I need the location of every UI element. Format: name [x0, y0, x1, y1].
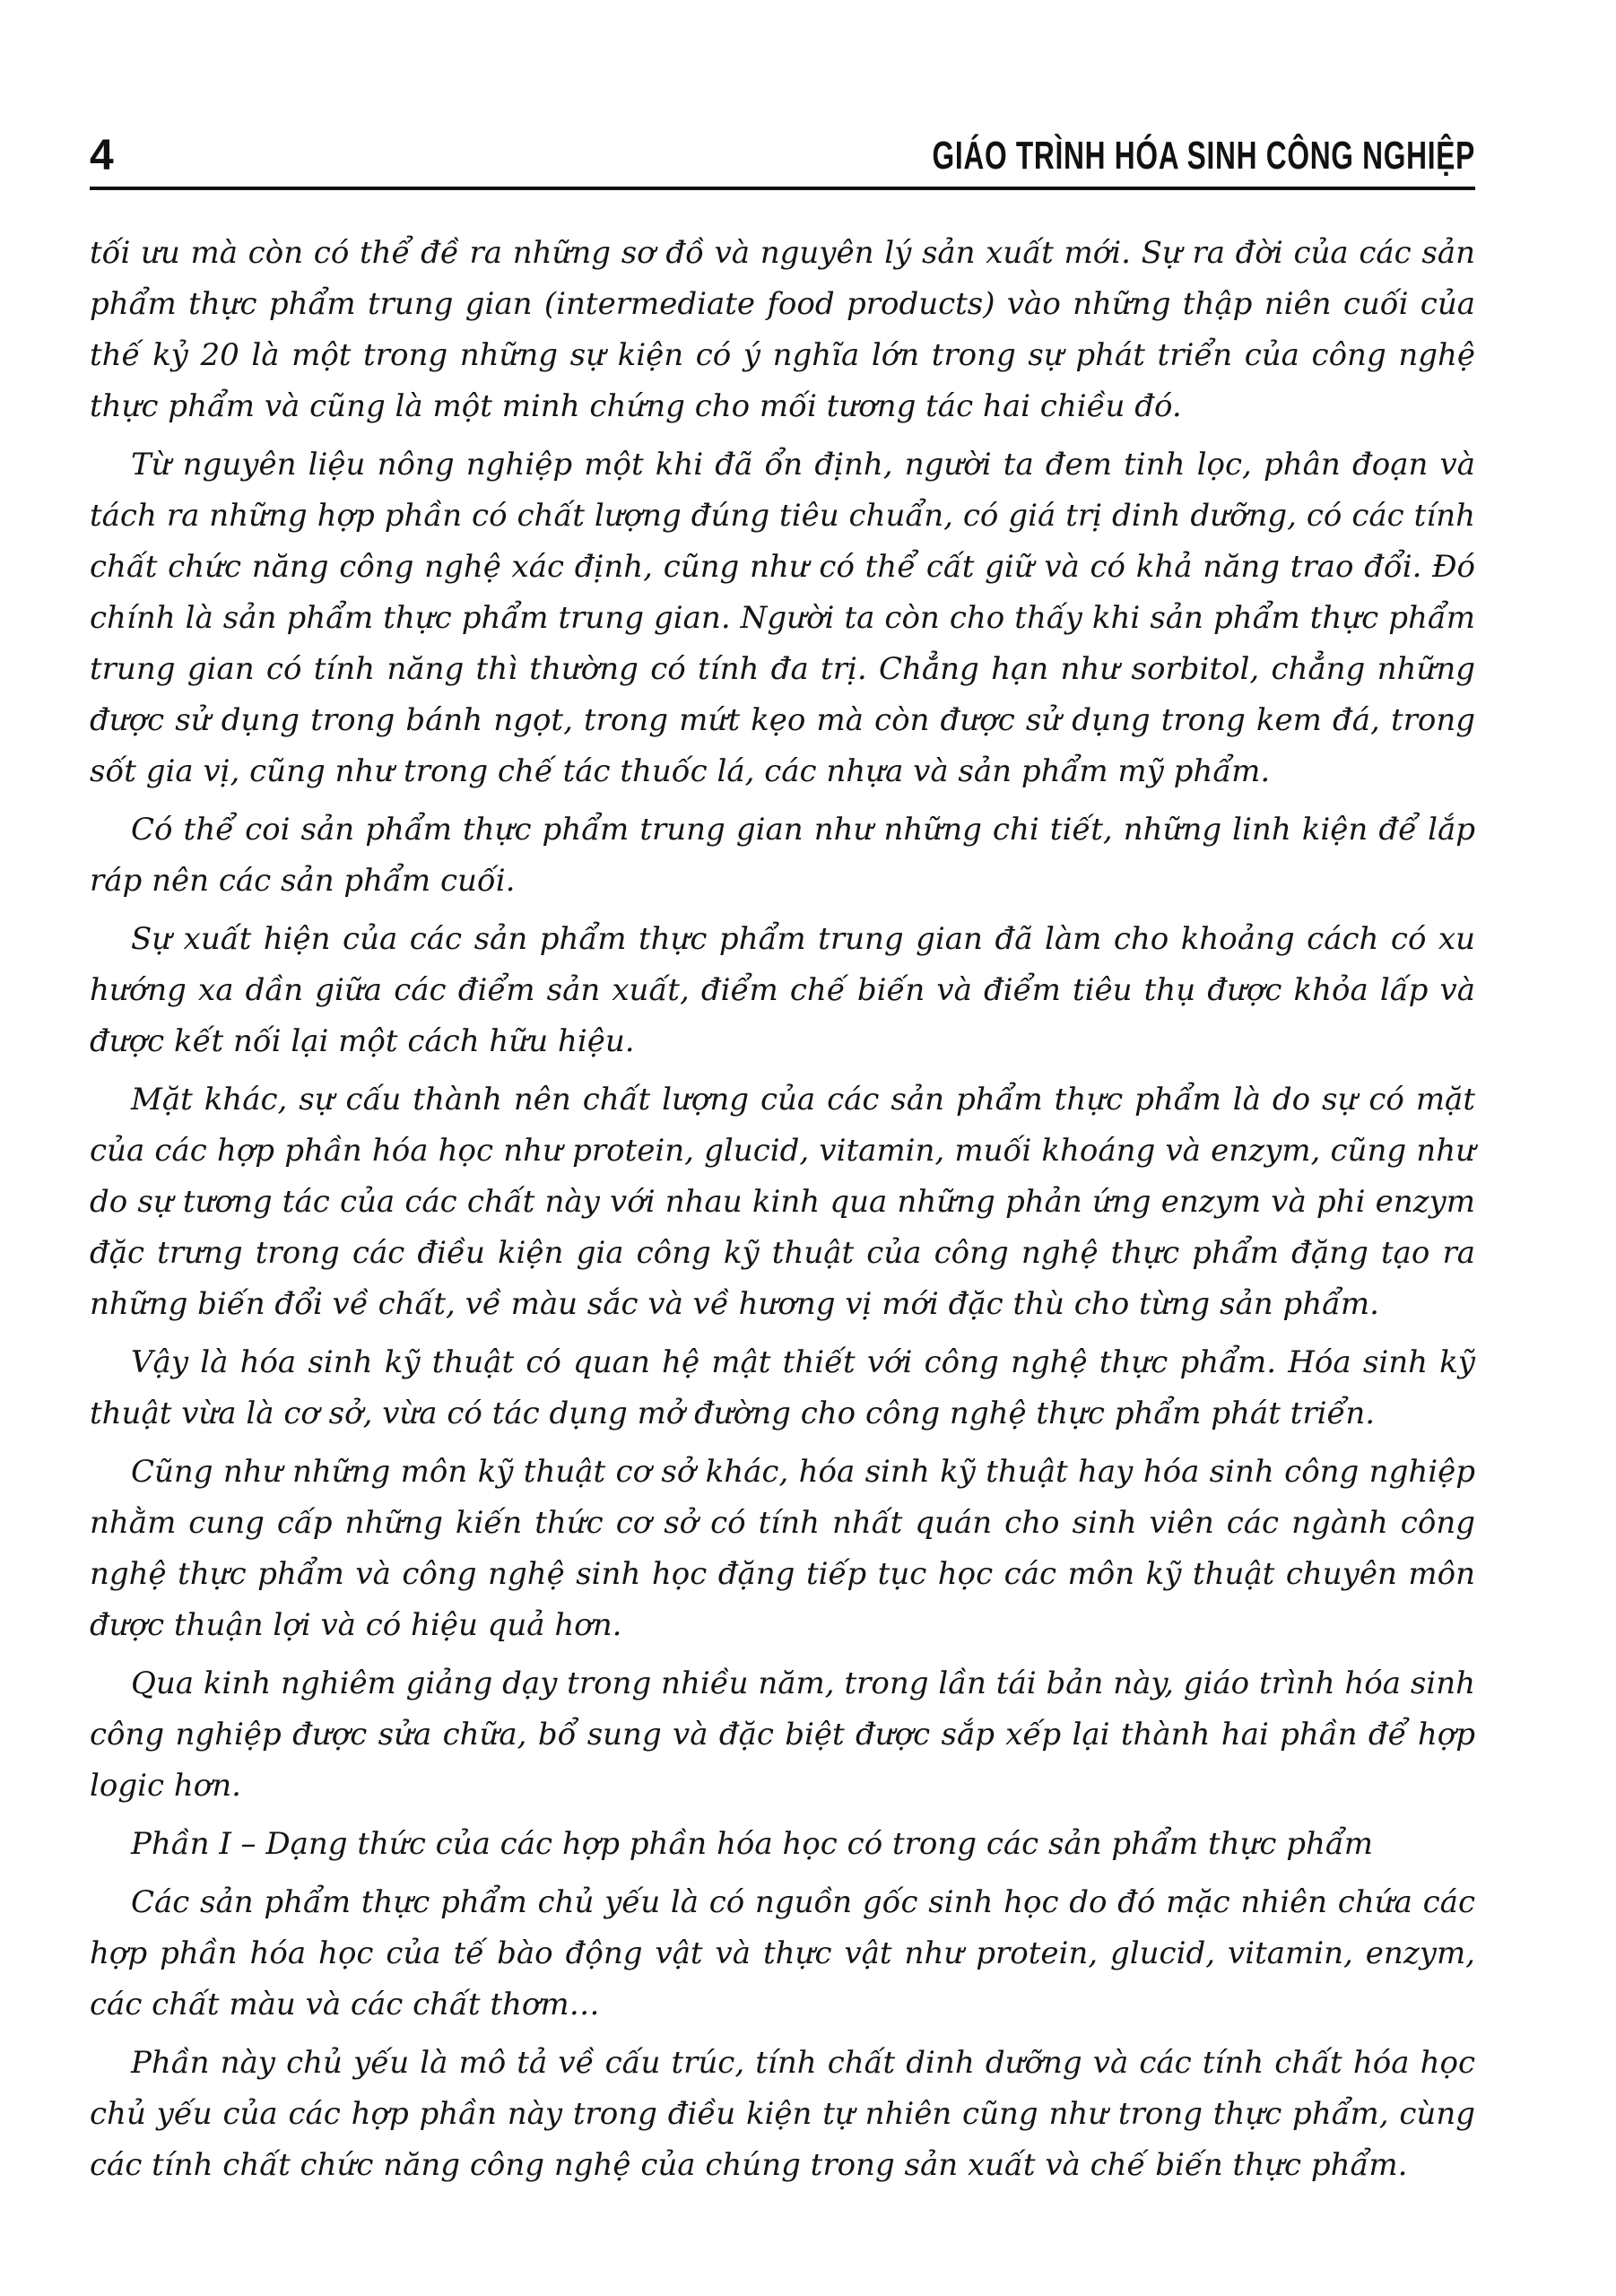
paragraph: Sự xuất hiện của các sản phẩm thực phẩm trung gian đã làm cho khoảng cách có xu hướng xa dần giữa các điểm sản xuất, điểm chế biến và điểm tiêu thụ được khỏa lấp và được kết nối lại một cách hữu hiệu.	[90, 921, 1475, 1059]
page-header	[90, 132, 1475, 179]
paragraph: Các sản phẩm thực phẩm chủ yếu là có nguồn gốc sinh học do đó mặc nhiên chứa các hợp phần hóa học của tế bào động vật và thực vật như protein, glucid, vitamin, enzym, các chất màu và các chất thơm…	[90, 1884, 1475, 2022]
paragraph: Có thể coi sản phẩm thực phẩm trung gian như những chi tiết, những linh kiện để lắp ráp nên các sản phẩm cuối.	[90, 812, 1475, 899]
part-heading: Phần I – Dạng thức của các hợp phần hóa học có trong các sản phẩm thực phẩm	[131, 1826, 1374, 1862]
paragraph: Cũng như những môn kỹ thuật cơ sở khác, hóa sinh kỹ thuật hay hóa sinh công nghiệp nhằm cung cấp những kiến thức cơ sở có tính nhất quán cho sinh viên các ngành công nghệ thực phẩm và công nghệ sinh học đặng tiếp tục học các môn kỹ thuật chuyên môn được thuận lợi và có hiệu quả hơn.	[90, 1454, 1475, 1643]
paragraph: tối ưu mà còn có thể đề ra những sơ đồ và nguyên lý sản xuất mới. Sự ra đời của các sản phẩm thực phẩm trung gian (intermediate food products) vào những thập niên cuối của thế kỷ 20 là một trong những sự kiện có ý nghĩa lớn trong sự phát triển của công nghệ thực phẩm và cũng là một minh chứng cho mối tương tác hai chiều đó.	[90, 235, 1475, 424]
paragraph: Mặt khác, sự cấu thành nên chất lượng của các sản phẩm thực phẩm là do sự có mặt của các hợp phần hóa học như protein, glucid, vitamin, muối khoáng và enzym, cũng như do sự tương tác của các chất này với nhau kinh qua những phản ứng enzym và phi enzym đặc trưng trong các điều kiện gia công kỹ thuật của công nghệ thực phẩm đặng tạo ra những biến đổi về chất, về màu sắc và về hương vị mới đặc thù cho từng sản phẩm.	[90, 1082, 1475, 1322]
paragraph: Phần này chủ yếu là mô tả về cấu trúc, tính chất dinh dưỡng và các tính chất hóa học chủ yếu của các hợp phần này trong điều kiện tự nhiên cũng như trong thực phẩm, cùng các tính chất chức năng công nghệ của chúng trong sản xuất và chế biến thực phẩm.	[90, 2045, 1475, 2183]
document-body	[90, 228, 1475, 2191]
header-rule	[90, 187, 1475, 190]
paragraph: Qua kinh nghiêm giảng dạy trong nhiều năm, trong lần tái bản này, giáo trình hóa sinh công nghiệp được sửa chữa, bổ sung và đặc biệt được sắp xếp lại thành hai phần để hợp logic hơn.	[90, 1665, 1475, 1804]
page-number: 4	[90, 132, 114, 179]
paragraph: Từ nguyên liệu nông nghiệp một khi đã ổn định, người ta đem tinh lọc, phân đoạn và tách ra những hợp phần có chất lượng đúng tiêu chuẩn, có giá trị dinh dưỡng, có các tính chất chức năng công nghệ xác định, cũng như có thể cất giữ và có khả năng trao đổi. Đó chính là sản phẩm thực phẩm trung gian. Người ta còn cho thấy khi sản phẩm thực phẩm trung gian có tính năng thì thường có tính đa trị. Chẳng hạn như sorbitol, chẳng những được sử dụng trong bánh ngọt, trong mứt kẹo mà còn được sử dụng trong kem đá, trong sốt gia vị, cũng như trong chế tác thuốc lá, các nhựa và sản phẩm mỹ phẩm.	[90, 447, 1475, 789]
paragraph: Vậy là hóa sinh kỹ thuật có quan hệ mật thiết với công nghệ thực phẩm. Hóa sinh kỹ thuật vừa là cơ sở, vừa có tác dụng mở đường cho công nghệ thực phẩm phát triển.	[90, 1344, 1475, 1431]
running-title: GIÁO TRÌNH HÓA SINH CÔNG NGHIỆP	[932, 134, 1475, 178]
